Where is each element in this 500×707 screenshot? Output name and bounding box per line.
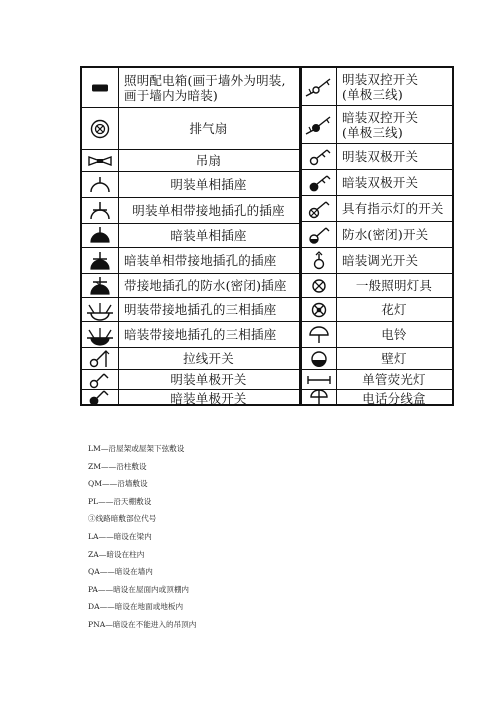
note-line: PNA—暗设在不能进入的吊顶内	[88, 619, 197, 629]
note-line: DA——暗设在地面或地板内	[88, 602, 184, 612]
legend-label: 电话分线盒	[362, 390, 426, 406]
concealed-three-phase-socket-icon	[82, 322, 119, 347]
legend-row	[82, 248, 299, 274]
concealed-socket-icon	[82, 224, 119, 247]
concealed-earthed-socket-icon	[82, 248, 119, 273]
wiring-notes	[88, 440, 448, 634]
note-line: QA——暗设在墙内	[88, 567, 153, 577]
concealed-two-way-switch-icon	[302, 106, 337, 143]
legend-row	[302, 106, 452, 144]
legend-left-column	[82, 68, 299, 404]
note-line: LA——暗设在梁内	[88, 531, 152, 541]
legend-row	[82, 198, 299, 224]
concealed-single-switch-icon	[82, 390, 119, 406]
legend-label: 防水(密闭)开关	[342, 227, 429, 242]
exhaust-fan-icon	[82, 108, 119, 149]
legend-label: 单管荧光灯	[362, 372, 426, 387]
waterproof-socket-icon	[82, 274, 119, 297]
legend-label: 排气扇	[189, 121, 228, 136]
legend-label: 拉线开关	[183, 351, 234, 366]
concealed-double-switch-icon	[302, 170, 337, 195]
legend-row	[82, 298, 299, 322]
legend-row	[302, 348, 452, 370]
legend-row	[302, 68, 452, 106]
legend-label: 带接地插孔的防水(密闭)插座	[124, 278, 287, 293]
legend-right-column	[302, 68, 452, 404]
bell-icon	[302, 322, 337, 347]
legend-label: 花灯	[381, 302, 407, 317]
legend-row	[82, 322, 299, 348]
legend-label: 照明配电箱(画于墙外为明装, 画于墙内为暗装)	[124, 72, 286, 103]
legend-row	[82, 172, 299, 198]
legend-row	[302, 144, 452, 170]
legend-label: 暗装双控开关 (单极三线)	[342, 109, 419, 140]
fluorescent-lamp-icon	[302, 370, 337, 389]
legend-row	[82, 108, 299, 150]
surface-socket-icon	[82, 172, 119, 197]
note-line: QM——沿墙敷设	[88, 479, 148, 489]
legend-label: 具有指示灯的开关	[342, 201, 444, 216]
legend-row	[302, 222, 452, 248]
waterproof-switch-icon	[302, 222, 337, 247]
symbol-legend-table	[80, 66, 454, 406]
legend-row	[82, 150, 299, 172]
note-line: ZA—暗设在柱内	[88, 549, 145, 559]
legend-label: 暗装单相插座	[170, 228, 247, 243]
legend-row	[82, 274, 299, 298]
legend-label: 暗装调光开关	[342, 253, 419, 268]
note-line: ③线路暗敷部位代号	[88, 514, 157, 524]
legend-row	[302, 248, 452, 274]
pattern-lamp-icon	[302, 298, 337, 321]
legend-row	[82, 348, 299, 370]
legend-label: 明装双极开关	[342, 149, 419, 164]
legend-row	[302, 390, 452, 406]
note-line: PA——暗设在屋面内或顶棚内	[88, 584, 190, 594]
surface-single-switch-icon	[82, 370, 119, 389]
legend-label: 暗装双极开关	[342, 175, 419, 190]
general-lamp-icon	[302, 274, 337, 297]
legend-label: 明装单极开关	[170, 372, 247, 387]
wall-lamp-icon	[302, 348, 337, 369]
legend-label: 壁灯	[381, 351, 407, 366]
legend-row	[82, 224, 299, 248]
legend-label: 一般照明灯具	[355, 278, 433, 293]
surface-three-phase-socket-icon	[82, 298, 119, 321]
dimmer-switch-icon	[302, 248, 337, 273]
legend-row	[82, 390, 299, 406]
ceiling-fan-icon	[82, 150, 119, 171]
legend-label: 暗装带接地插孔的三相插座	[124, 327, 277, 342]
note-line: LM—沿屋架或屋架下弦敷设	[88, 444, 185, 453]
surface-two-way-switch-icon	[302, 68, 337, 105]
legend-label: 暗装单相带接地插孔的插座	[124, 253, 277, 268]
legend-label: 吊扇	[195, 153, 222, 168]
surface-double-switch-icon	[302, 144, 337, 169]
legend-row	[82, 370, 299, 390]
legend-row	[82, 68, 299, 108]
legend-row	[302, 274, 452, 298]
legend-row	[302, 196, 452, 222]
legend-label: 明装单相带接地插孔的插座	[132, 203, 285, 218]
indicator-switch-icon	[302, 196, 337, 221]
legend-label: 明装带接地插孔的三相插座	[124, 302, 277, 317]
legend-label: 电铃	[381, 327, 407, 342]
note-line: ZM——沿柱敷设	[88, 461, 147, 471]
legend-row	[302, 322, 452, 348]
phone-junction-box-icon	[302, 390, 337, 406]
legend-row	[302, 170, 452, 196]
legend-row	[302, 298, 452, 322]
legend-label: 暗装单极开关	[170, 390, 247, 406]
legend-label: 明装双控开关 (单极三线)	[342, 71, 419, 102]
distribution-box-icon	[82, 68, 119, 107]
surface-earthed-socket-icon	[82, 198, 119, 223]
pull-switch-icon	[82, 348, 119, 369]
note-line: PL——沿天棚敷设	[88, 496, 152, 506]
legend-row	[302, 370, 452, 390]
legend-label: 明装单相插座	[170, 177, 247, 192]
